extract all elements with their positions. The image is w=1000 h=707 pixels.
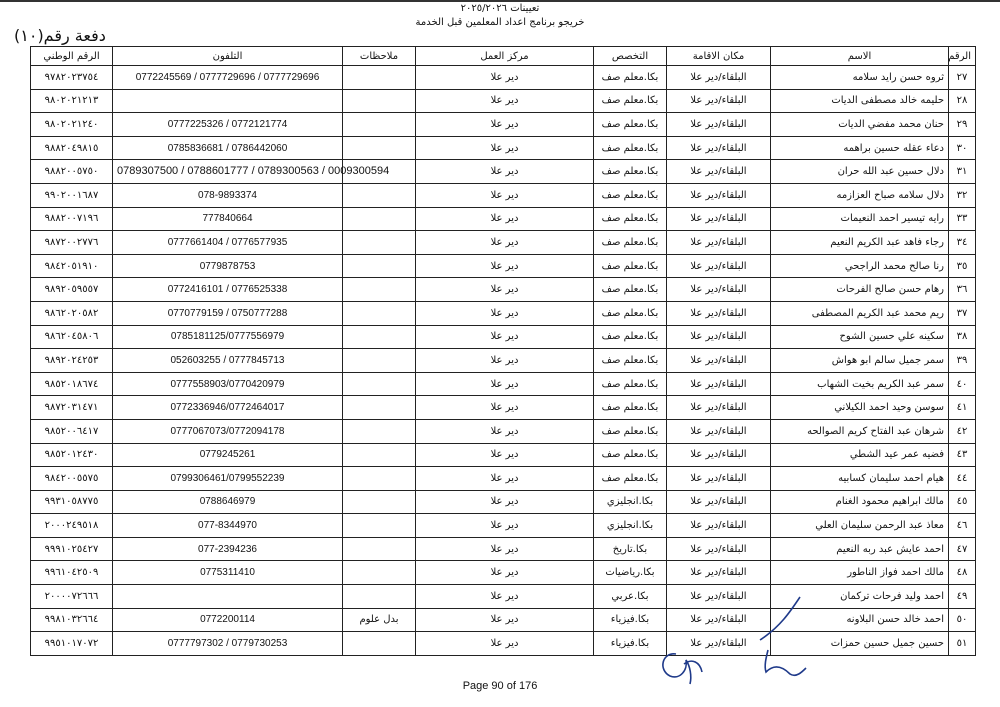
row-phone: 0775311410	[113, 561, 343, 585]
row-phone: 0777661404 / 0776577935	[113, 231, 343, 255]
row-specialty: بكا.فيزياء	[594, 632, 667, 656]
row-national-id: ٩٨٤٢٠٥١٩١٠	[31, 254, 113, 278]
row-notes	[343, 514, 416, 538]
row-number: ٢٩	[949, 113, 976, 137]
row-number: ٣٥	[949, 254, 976, 278]
row-number: ٣٩	[949, 349, 976, 373]
row-residence: البلقاء/دير علا	[667, 537, 771, 561]
row-national-id: ٢٠٠٠٢٤٩٥١٨	[31, 514, 113, 538]
row-notes	[343, 325, 416, 349]
row-number: ٣٣	[949, 207, 976, 231]
row-work-center: دير علا	[416, 443, 594, 467]
row-phone: 777840664	[113, 207, 343, 231]
table-row	[31, 183, 976, 207]
row-name: سكينه علي حسين الشوح	[771, 325, 949, 349]
row-national-id: ٩٨٠٢٠٢١٢٤٠	[31, 113, 113, 137]
row-number: ٤١	[949, 396, 976, 420]
row-number: ٣١	[949, 160, 976, 184]
row-specialty: بكا.معلم صف	[594, 254, 667, 278]
row-phone: 0788646979	[113, 490, 343, 514]
row-number: ٣٧	[949, 301, 976, 325]
table-row	[31, 254, 976, 278]
row-phone: 0777558903/0770420979	[113, 372, 343, 396]
row-specialty: بكا.معلم صف	[594, 443, 667, 467]
col-header-specialty: التخصص	[594, 47, 667, 66]
row-number: ٤٦	[949, 514, 976, 538]
appointments-table	[30, 46, 976, 656]
row-number: ٤٢	[949, 419, 976, 443]
table-row	[31, 372, 976, 396]
row-specialty: بكا.معلم صف	[594, 136, 667, 160]
row-residence: البلقاء/دير علا	[667, 372, 771, 396]
handwritten-signature	[640, 592, 840, 687]
row-phone: 0799306461/0799552239	[113, 467, 343, 491]
row-name: احمد وليد فرحات تركمان	[771, 585, 949, 609]
row-work-center: دير علا	[416, 160, 594, 184]
row-notes	[343, 113, 416, 137]
row-name: مالك احمد فواز الناطور	[771, 561, 949, 585]
row-notes	[343, 301, 416, 325]
row-national-id: ٩٩٦١٠٤٢٥٠٩	[31, 561, 113, 585]
row-phone: 0772200114	[113, 608, 343, 632]
row-residence: البلقاء/دير علا	[667, 113, 771, 137]
row-name: احمد عايش عبد ربه النعيم	[771, 537, 949, 561]
row-work-center: دير علا	[416, 325, 594, 349]
row-residence: البلقاء/دير علا	[667, 585, 771, 609]
row-notes	[343, 537, 416, 561]
col-header-name: الاسم	[771, 47, 949, 66]
row-work-center: دير علا	[416, 89, 594, 113]
row-name: مالك ابراهيم محمود الغنام	[771, 490, 949, 514]
row-work-center: دير علا	[416, 113, 594, 137]
row-name: حنان محمد مفضي الديات	[771, 113, 949, 137]
row-work-center: دير علا	[416, 537, 594, 561]
row-national-id: ٩٩٣١٠٥٨٧٧٥	[31, 490, 113, 514]
row-specialty: بكا.معلم صف	[594, 231, 667, 255]
row-name: سمر عبد الكريم بخيت الشهاب	[771, 372, 949, 396]
row-specialty: بكا.تاريخ	[594, 537, 667, 561]
row-specialty: بكا.معلم صف	[594, 349, 667, 373]
table-row	[31, 136, 976, 160]
row-name: حليمه خالد مصطفى الديات	[771, 89, 949, 113]
row-specialty: بكا.معلم صف	[594, 419, 667, 443]
row-specialty: بكا.معلم صف	[594, 207, 667, 231]
row-work-center: دير علا	[416, 585, 594, 609]
row-work-center: دير علا	[416, 561, 594, 585]
row-phone: 0785836681 / 0786442060	[113, 136, 343, 160]
row-residence: البلقاء/دير علا	[667, 561, 771, 585]
row-notes	[343, 632, 416, 656]
row-number: ٣٨	[949, 325, 976, 349]
row-work-center: دير علا	[416, 467, 594, 491]
row-work-center: دير علا	[416, 183, 594, 207]
table-row	[31, 396, 976, 420]
document-title: تعيينات ٢٠٢٥/٢٠٢٦	[460, 3, 540, 14]
row-number: ٣٦	[949, 278, 976, 302]
row-residence: البلقاء/دير علا	[667, 490, 771, 514]
col-header-phone: التلفون	[113, 47, 343, 66]
row-name: معاذ عبد الرحمن سليمان العلي	[771, 514, 949, 538]
batch-number: دفعة رقم(١٠)	[14, 26, 106, 45]
row-specialty: بكا.معلم صف	[594, 396, 667, 420]
row-work-center: دير علا	[416, 372, 594, 396]
row-specialty: بكا.انجليزي	[594, 514, 667, 538]
row-residence: البلقاء/دير علا	[667, 136, 771, 160]
table-row	[31, 537, 976, 561]
row-notes	[343, 231, 416, 255]
row-number: ٥١	[949, 632, 976, 656]
row-residence: البلقاء/دير علا	[667, 278, 771, 302]
row-name: دعاء عقله حسين براهمه	[771, 136, 949, 160]
row-name: رايه تيسير احمد النعيمات	[771, 207, 949, 231]
page-number: Page 90 of 176	[462, 680, 538, 692]
row-name: سوسن وحيد احمد الكيلاني	[771, 396, 949, 420]
row-number: ٤٨	[949, 561, 976, 585]
row-phone	[113, 585, 343, 609]
row-national-id: ٩٨٨٢٠٠٥٧٥٠	[31, 160, 113, 184]
row-number: ٥٠	[949, 608, 976, 632]
row-national-id: ٢٠٠٠٠٧٢٦٦٦	[31, 585, 113, 609]
document-subtitle: خريجو برنامج اعداد المعلمين قبل الخدمة	[415, 17, 585, 28]
row-national-id: ٩٩٩١٠٢٥٤٢٧	[31, 537, 113, 561]
row-residence: البلقاء/دير علا	[667, 632, 771, 656]
row-residence: البلقاء/دير علا	[667, 467, 771, 491]
row-national-id: ٩٨٥٢٠١٨٦٧٤	[31, 372, 113, 396]
row-notes	[343, 207, 416, 231]
row-name: دلال حسين عبد الله حران	[771, 160, 949, 184]
table-row	[31, 113, 976, 137]
row-number: ٤٧	[949, 537, 976, 561]
row-phone: 0779878753	[113, 254, 343, 278]
row-specialty: بكا.معلم صف	[594, 278, 667, 302]
row-residence: البلقاء/دير علا	[667, 183, 771, 207]
row-work-center: دير علا	[416, 207, 594, 231]
row-work-center: دير علا	[416, 301, 594, 325]
row-phone: 0785181125/0777556979	[113, 325, 343, 349]
row-work-center: دير علا	[416, 254, 594, 278]
row-notes	[343, 278, 416, 302]
row-phone: 0772336946/0772464017	[113, 396, 343, 420]
row-specialty: بكا.انجليزي	[594, 490, 667, 514]
row-work-center: دير علا	[416, 231, 594, 255]
row-number: ٢٧	[949, 66, 976, 90]
top-border	[0, 0, 1000, 2]
row-national-id: ٩٨٥٢٠١٢٤٣٠	[31, 443, 113, 467]
row-national-id: ٩٨٦٢٠٢٠٥٨٢	[31, 301, 113, 325]
row-work-center: دير علا	[416, 136, 594, 160]
row-name: ثروه حسن رايد سلامه	[771, 66, 949, 90]
table-row	[31, 89, 976, 113]
row-residence: البلقاء/دير علا	[667, 254, 771, 278]
row-notes	[343, 490, 416, 514]
row-phone: 078-9893374	[113, 183, 343, 207]
row-phone: 052603255 / 0777845713	[113, 349, 343, 373]
row-specialty: بكا.رياضيات	[594, 561, 667, 585]
col-header-num: الرقم	[949, 47, 976, 66]
row-work-center: دير علا	[416, 278, 594, 302]
row-residence: البلقاء/دير علا	[667, 419, 771, 443]
table-row	[31, 207, 976, 231]
row-notes	[343, 396, 416, 420]
row-work-center: دير علا	[416, 608, 594, 632]
row-number: ٣٤	[949, 231, 976, 255]
row-residence: البلقاء/دير علا	[667, 301, 771, 325]
row-number: ٤٣	[949, 443, 976, 467]
row-national-id: ٩٩٨١٠٣٢٦٦٤	[31, 608, 113, 632]
row-number: ٢٨	[949, 89, 976, 113]
table-row	[31, 490, 976, 514]
row-notes	[343, 443, 416, 467]
row-number: ٤٤	[949, 467, 976, 491]
row-residence: البلقاء/دير علا	[667, 66, 771, 90]
row-notes	[343, 89, 416, 113]
row-residence: البلقاء/دير علا	[667, 443, 771, 467]
row-notes	[343, 561, 416, 585]
row-specialty: بكا.معلم صف	[594, 160, 667, 184]
table-row	[31, 301, 976, 325]
row-number: ٤٠	[949, 372, 976, 396]
row-residence: البلقاء/دير علا	[667, 89, 771, 113]
row-residence: البلقاء/دير علا	[667, 325, 771, 349]
col-header-notes: ملاحظات	[343, 47, 416, 66]
col-header-work-center: مركز العمل	[416, 47, 594, 66]
row-number: ٣٠	[949, 136, 976, 160]
row-national-id: ٩٨٥٢٠٠٦٤١٧	[31, 419, 113, 443]
row-specialty: بكا.معلم صف	[594, 325, 667, 349]
row-phone: 0777067073/0772094178	[113, 419, 343, 443]
row-national-id: ٩٨٠٢٠٢١٢١٣	[31, 89, 113, 113]
col-header-residence: مكان الاقامة	[667, 47, 771, 66]
row-number: ٤٩	[949, 585, 976, 609]
row-number: ٣٢	[949, 183, 976, 207]
table-body	[31, 66, 976, 656]
row-notes	[343, 66, 416, 90]
row-phone: 077-8344970	[113, 514, 343, 538]
row-name: رهام حسن صالح الفرحات	[771, 278, 949, 302]
table-row	[31, 66, 976, 90]
row-notes	[343, 183, 416, 207]
table-row	[31, 160, 976, 184]
col-header-national-id: الرقم الوطني	[31, 47, 113, 66]
row-phone: 0770779159 / 0750777288	[113, 301, 343, 325]
table-row	[31, 514, 976, 538]
row-work-center: دير علا	[416, 66, 594, 90]
row-phone: 0779245261	[113, 443, 343, 467]
row-name: هيام احمد سليمان كسابيه	[771, 467, 949, 491]
row-residence: البلقاء/دير علا	[667, 207, 771, 231]
row-specialty: بكا.معلم صف	[594, 89, 667, 113]
row-name: ريم محمد عبد الكريم المصطفى	[771, 301, 949, 325]
table-row	[31, 443, 976, 467]
header-row	[31, 47, 976, 66]
row-national-id: ٩٩٥١٠١٧٠٧٢	[31, 632, 113, 656]
row-residence: البلقاء/دير علا	[667, 349, 771, 373]
row-notes	[343, 254, 416, 278]
row-notes	[343, 419, 416, 443]
table-row	[31, 561, 976, 585]
table-row	[31, 467, 976, 491]
row-work-center: دير علا	[416, 632, 594, 656]
row-residence: البلقاء/دير علا	[667, 608, 771, 632]
row-specialty: بكا.معلم صف	[594, 183, 667, 207]
row-name: رنا صالح محمد الراجحي	[771, 254, 949, 278]
row-phone: 0777797302 / 0779730253	[113, 632, 343, 656]
row-name: فضيه عمر عيد الشطي	[771, 443, 949, 467]
table-row	[31, 278, 976, 302]
row-phone: 0789307500 / 0788601777 / 0789300563 / 0009300594	[113, 160, 343, 184]
row-phone: 077-2394236	[113, 537, 343, 561]
row-phone: 0777225326 / 0772121774	[113, 113, 343, 137]
row-national-id: ٩٨٦٢٠٤٥٨٠٦	[31, 325, 113, 349]
row-specialty: بكا.معلم صف	[594, 66, 667, 90]
row-national-id: ٩٨٤٢٠٠٥٥٧٥	[31, 467, 113, 491]
row-specialty: بكا.معلم صف	[594, 113, 667, 137]
row-national-id: ٩٨٧٢٠٣١٤٧١	[31, 396, 113, 420]
row-notes	[343, 467, 416, 491]
table-row	[31, 231, 976, 255]
row-national-id: ٩٧٨٢٠٢٣٧٥٤	[31, 66, 113, 90]
row-national-id: ٩٨٧٢٠٠٢٧٧٦	[31, 231, 113, 255]
row-number: ٤٥	[949, 490, 976, 514]
row-residence: البلقاء/دير علا	[667, 396, 771, 420]
row-name: احمد خالد حسن البلاونه	[771, 608, 949, 632]
table-row	[31, 325, 976, 349]
row-notes	[343, 136, 416, 160]
row-phone: 0772245569 / 0777729696 / 0777729696	[113, 66, 343, 90]
row-phone: 0772416101 / 0776525338	[113, 278, 343, 302]
row-national-id: ٩٨٩٢٠٢٤٢٥٣	[31, 349, 113, 373]
row-name: دلال سلامه صباح العزازمه	[771, 183, 949, 207]
row-notes	[343, 349, 416, 373]
row-specialty: بكا.عربي	[594, 585, 667, 609]
row-national-id: ٩٨٨٢٠٤٩٨١٥	[31, 136, 113, 160]
table-row	[31, 349, 976, 373]
row-work-center: دير علا	[416, 514, 594, 538]
row-national-id: ٩٨٨٢٠٠٧١٩٦	[31, 207, 113, 231]
row-name: رجاء فاهد عبد الكريم النعيم	[771, 231, 949, 255]
row-name: شرهان عبد الفتاح كريم الصوالحه	[771, 419, 949, 443]
row-residence: البلقاء/دير علا	[667, 231, 771, 255]
row-work-center: دير علا	[416, 419, 594, 443]
table-row	[31, 419, 976, 443]
row-notes: بدل علوم	[343, 608, 416, 632]
row-national-id: ٩٨٩٢٠٥٩٥٥٧	[31, 278, 113, 302]
row-residence: البلقاء/دير علا	[667, 514, 771, 538]
row-phone	[113, 89, 343, 113]
row-notes	[343, 372, 416, 396]
row-specialty: بكا.فيزياء	[594, 608, 667, 632]
row-specialty: بكا.معلم صف	[594, 301, 667, 325]
row-specialty: بكا.معلم صف	[594, 372, 667, 396]
row-notes	[343, 585, 416, 609]
row-work-center: دير علا	[416, 349, 594, 373]
row-residence: البلقاء/دير علا	[667, 160, 771, 184]
row-specialty: بكا.معلم صف	[594, 467, 667, 491]
row-name: سمر جميل سالم ابو هواش	[771, 349, 949, 373]
row-work-center: دير علا	[416, 396, 594, 420]
row-national-id: ٩٩٠٢٠٠١٦٨٧	[31, 183, 113, 207]
row-work-center: دير علا	[416, 490, 594, 514]
row-name: حسين جميل حسين حمزات	[771, 632, 949, 656]
